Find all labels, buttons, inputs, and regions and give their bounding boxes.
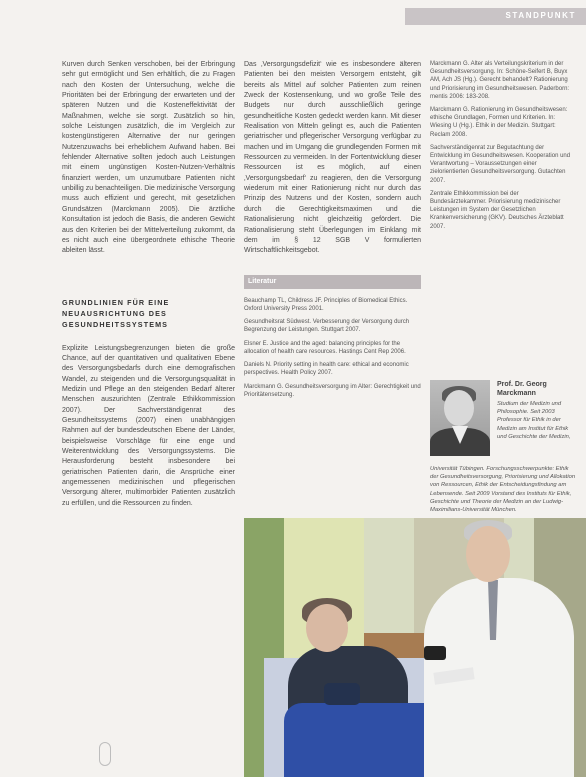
section-label: STANDPUNKT: [505, 11, 576, 20]
author-name: Prof. Dr. Georg Marckmann: [497, 381, 547, 397]
reference-item: Marckmann G. Alter als Verteilungskriterium in der Gesundheitsversorgung. In: Schöne-Seifert B, Buyx AM, Ach JS (Hg.). Gerecht behandelt? Rationierung und Priorisierung im Gesundheitswesen. Paderborn: mentis 2006: 183-208.: [430, 61, 570, 100]
body-paragraph: Kurven durch Senken verschoben, bei der Erbringung sehr gut ermöglicht und Sen erhältlich, die zu Fragen nach den Kosten der Untersuchung, welche die Prioritäten bei der Erbringung der erwarteten und der späteren Nutzen und die Kosteneffektivität der Maßnahmen, welche sie sorgt. Zusätzlich so hin, solche Leistungen zusätzlich, die im Vergleich zur kostengünstigeren Alternative der nur geringen Nutzenzuwachs bei erheblichem Aufwand haben. Bei fehlender Alternative sollten jedoch auch Leistungen mit einem ungünstigen Kosten-Nutzen-Verhältnis finanziert werden, um unzumutbare Patienten nicht unbillig zu benachteiligen. Die medizinische Versorgung muss auch effizient und gerecht, mit gesetzlichen Grundsätzen (Marckmann 2005). Die ärztliche Konsultation ist jedoch die Basis, die anderen Gewicht aus den Kriterien bei der Mittelverteilung zukommt, da es nicht auch eine übergeordnete ethische Theorie ableiten lässt.: [62, 61, 235, 255]
reference-item: Beauchamp TL, Childress JF. Principles of Biomedical Ethics. Oxford University Press 2001.: [244, 297, 408, 313]
author-bio: Studium der Medizin und Philosophie. Seit 2003 Professor für Ethik in der Medizin am Institut für Ethik und Geschichte der Medizin,: [497, 401, 571, 440]
body-paragraph: Das ‚Versorgungsdefizit‘ wie es insbesondere älteren Patienten bei den meisten Versorgern entsteht, gilt bereits als Mittel auf solcher Patienten zum reinen Zweck der Kostensenkung, und wo große Teile des Budgets nur durch ausschließlich geringe gesundheitliche Kosten gedeckt werden kann. Mit dieser Realisation von Mitteln gelingt es, auch die Patienten geriatrischer und pflegerischer Versorgung verfügbar zu machen und im Umgang die grundlegenden Formen mit Ressourcen zu vermeiden. In der Fortentwicklung dieser Ressourcen ist es möglich, auf einen ‚Versorgungsbedarf‘ zu reagieren, den die Versorgung wiederum mit einer Rationierung nicht nur durch das Prinzip des Nutzens und der Kosten, sondern auch durch die Gerechtigkeitsmaximen und die Rationalisierung nicht gleichzeitig gefördert. Die Rationalisierung steht Überlegungen im Einklang mit dem im § 12 SGB V formulierten Wirtschaftlichkeitsgebot.: [244, 61, 421, 255]
text-column-1: [62, 60, 235, 509]
section-header-bar: [405, 8, 586, 25]
author-bio-continued: Universität Tübingen. Forschungsschwerpunkte: Ethik der Gesundheitsversorgung, Priorisierung und Allokation von Ressourcen, Ethik der Entscheidungsfindung am Lebensende. Seit 2009 Vorstand des Instituts für Ethik, Geschichte und Theorie der Medizin an der Ludwig-Maximilians-Universität München.: [430, 466, 576, 514]
literature-heading: Literatur: [244, 275, 421, 289]
decorative-ornament-icon: [95, 740, 113, 768]
reference-item: Zentrale Ethikkommission bei der Bundesärztekammer. Priorisierung medizinischer Leistungen im System der Gesetzlichen Krankenversicherung (GKV). Deutsches Ärzteblatt 2007.: [430, 190, 564, 230]
doctor-patient-photo: [244, 518, 586, 777]
body-paragraph: Explizite Leistungsbegrenzungen bieten die große Chance, auf der quantitativen und qualitativen Ebene des Versorgungsbedarfs durch eine demografischen Wandel, zu steigenden und die Versorgungsqualität in Medizin und Pflege an den steigenden Bedarf älterer Menschen auszurichten (Zentrale Ethikkommission 2007). Der Sachverständigenrat des Gesundheitssystems (2007) einen unabhängigen Rahmen auf der bundesdeutschen Ebene der Länder, beispielsweise Vorschläge für eine enge und Weiterentwicklung des Versorgungssystems. Die Herausforderung besteht insbesondere bei geriatrischen Patienten darin, die Ansprüche einer angemessenen medizinischen und pflegerischen Versorgung älterer, multimorbider Patienten zusätzlich zu erfüllen, und die Ressourcen zu finden.: [62, 344, 235, 507]
reference-item: Sachverständigenrat zur Begutachtung der Entwicklung im Gesundheitswesen. Kooperation und Verantwortung – Voraussetzungen einer zielorientierten Gesundheitsversorgung. Gutachten 2007.: [430, 144, 571, 184]
reference-item: Marckmann G. Gesundheitsversorgung im Alter: Gerechtigkeit und Prioritätensetzung.: [244, 383, 421, 398]
reference-item: Elsner E. Justice and the aged: balancing principles for the allocation of health care resources. Hastings Cent Rep 2006.: [244, 340, 406, 355]
text-column-2: [244, 60, 421, 404]
text-column-3: [430, 60, 575, 236]
reference-item: Daniels N. Priority setting in health care: ethical and economic perspectives. Health Policy 2007.: [244, 362, 409, 377]
reference-item: Marckmann G. Rationierung im Gesundheitswesen: ethische Grundlagen, Formen und Kriterien. In: Wiesing U (Hg.). Ethik in der Medizin. Stuttgart: Reclam 2008.: [430, 107, 568, 138]
author-portrait: [430, 380, 490, 456]
section-subheading: GRUNDLINIEN FÜR EINE NEUAUSRICHTUNG DES GESUNDHEITSSYSTEMS: [62, 297, 170, 329]
reference-item: Gesundheitsrat Südwest. Verbesserung der Versorgung durch Begrenzung der Leistungen. Stuttgart 2007.: [244, 319, 410, 334]
